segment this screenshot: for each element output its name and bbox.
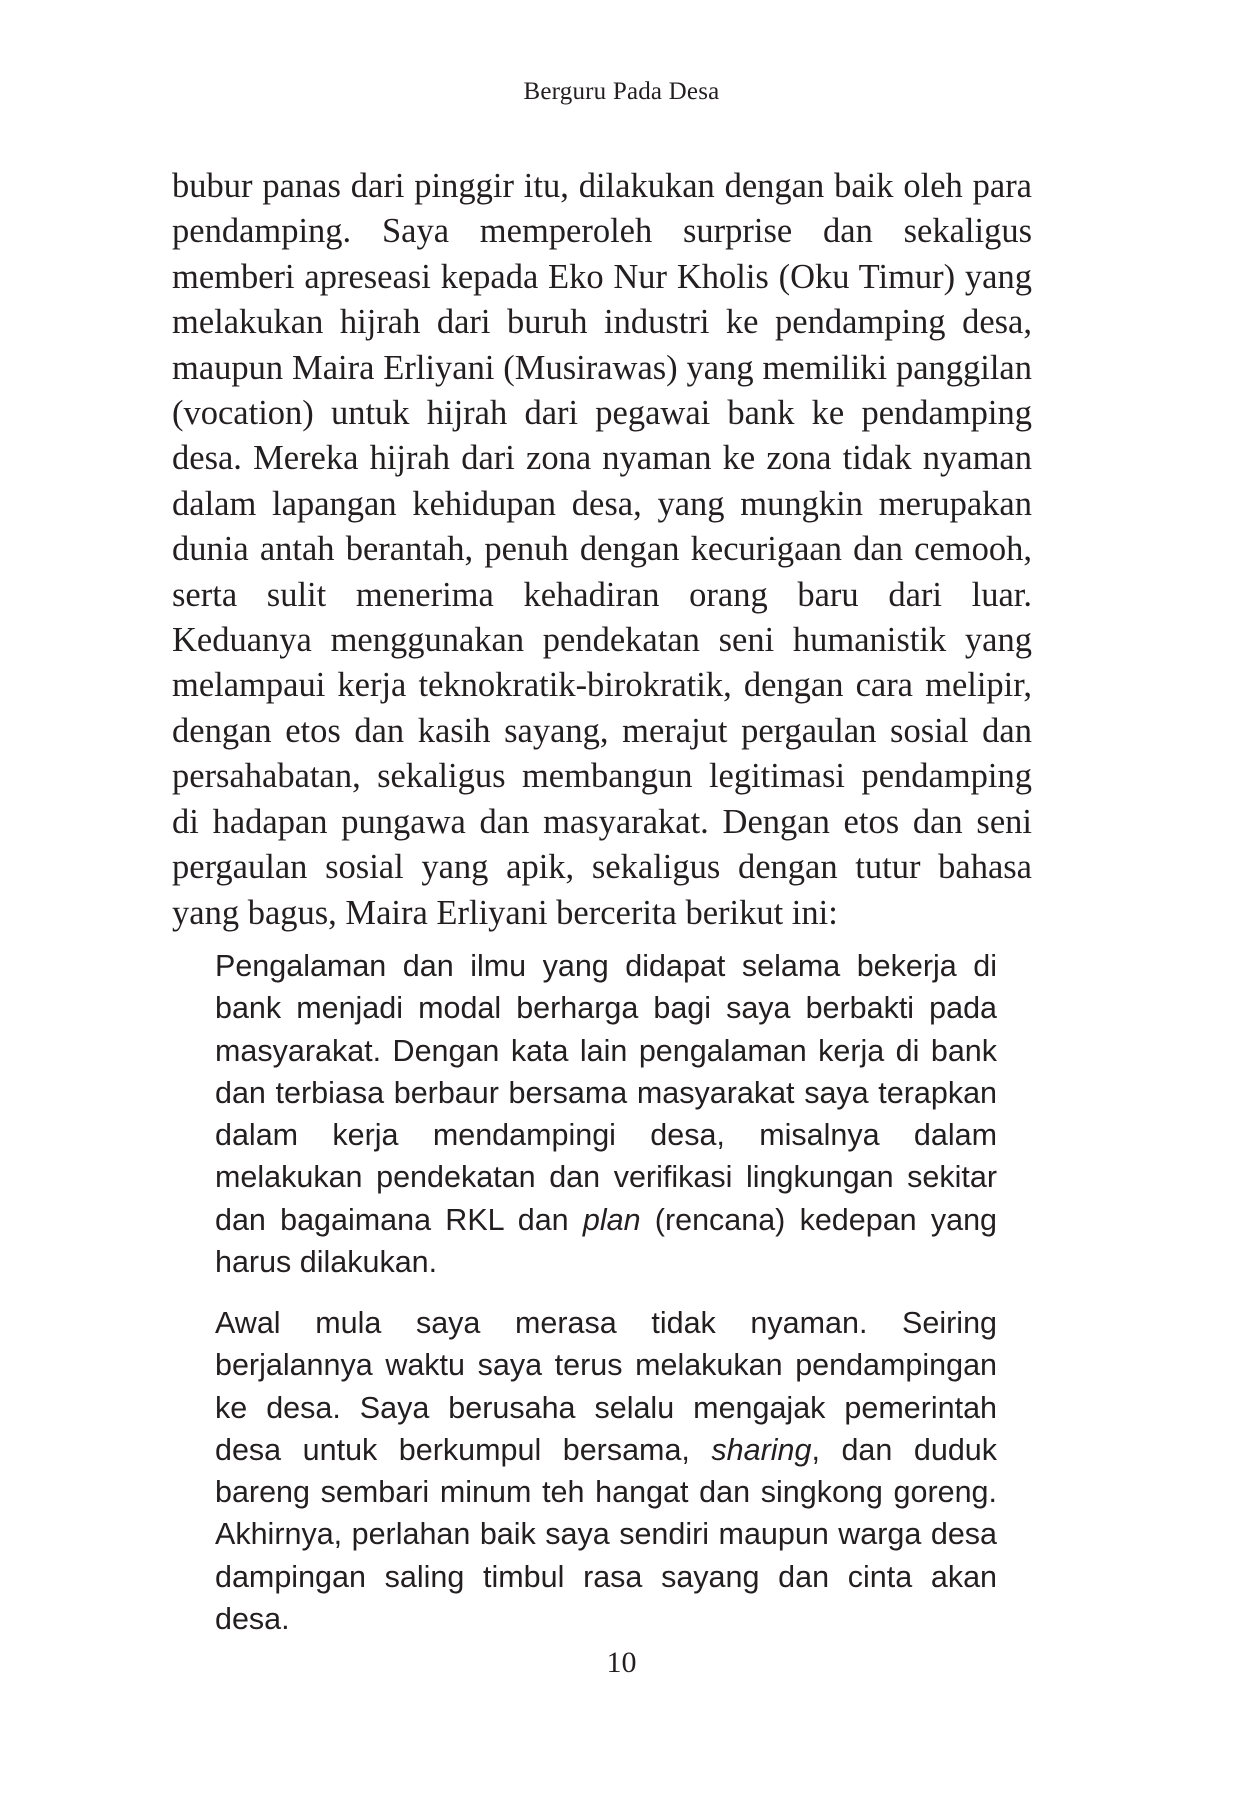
quote-2-text-a: Awal mula saya merasa tidak nyaman. Seiring berjalannya waktu saya terus melakukan pendampingan ke desa. Saya berusaha selalu mengajak pemerintah desa untuk berkumpul bersama, <box>215 1306 997 1467</box>
main-text <box>172 164 1032 936</box>
quote-paragraph-2 <box>215 1302 997 1640</box>
running-header: Berguru Pada Desa <box>523 78 720 105</box>
body-paragraph: bubur panas dari pinggir itu, dilakukan dengan baik oleh para pendamping. Saya memperoleh surprise dan sekaligus memberi apreseasi kepada Eko Nur Kholis (Oku Timur) yang melakukan hijrah dari buruh industri ke pendamping desa, maupun Maira Erliyani (Musirawas) yang memiliki panggilan (vocation) untuk hijrah dari pegawai bank ke pendamping desa. Mereka hijrah dari zona nyaman ke zona tidak nyaman dalam lapangan kehidupan desa, yang mungkin merupakan dunia antah berantah, penuh dengan kecurigaan dan cemooh, serta sulit menerima kehadiran orang baru dari luar. Keduanya menggunakan pendekatan seni humanistik yang melampaui kerja teknokratik-birokratik, dengan cara melipir, dengan etos dan kasih sayang, merajut pergaulan sosial dan persahabatan, sekaligus membangun legitimasi pendamping di hadapan pungawa dan masyarakat. Dengan etos dan seni pergaulan sosial yang apik, sekaligus dengan tutur bahasa yang bagus, Maira Erliyani bercerita berikut ini: <box>172 167 1032 932</box>
quote-2-text-b: , dan duduk bareng sembari minum teh hangat dan singkong goreng. Akhirnya, perlahan baik saya sendiri maupun warga desa dampingan saling timbul rasa sayang dan cinta akan desa. <box>215 1432 997 1637</box>
quote-1-text-a: Pengalaman dan ilmu yang didapat selama bekerja di bank menjadi modal berharga bagi saya berbakti pada masyarakat. Dengan kata lain pengalaman kerja di bank dan terbiasa berbaur bersama masyarakat saya terapkan dalam kerja mendampingi desa, misalnya dalam melakukan pendekatan dan verifikasi lingkungan sekitar dan bagaimana RKL dan <box>215 949 997 1237</box>
quote-2-italic: sharing <box>711 1432 812 1467</box>
page-number: 10 <box>606 1646 637 1679</box>
block-quote-2 <box>215 1302 997 1640</box>
quote-1-text-b: (rencana) kedepan yang harus dilakukan. <box>215 1202 997 1280</box>
block-quote-1 <box>215 945 997 1283</box>
quote-paragraph-1 <box>215 945 997 1283</box>
quote-1-italic: plan <box>582 1202 641 1237</box>
